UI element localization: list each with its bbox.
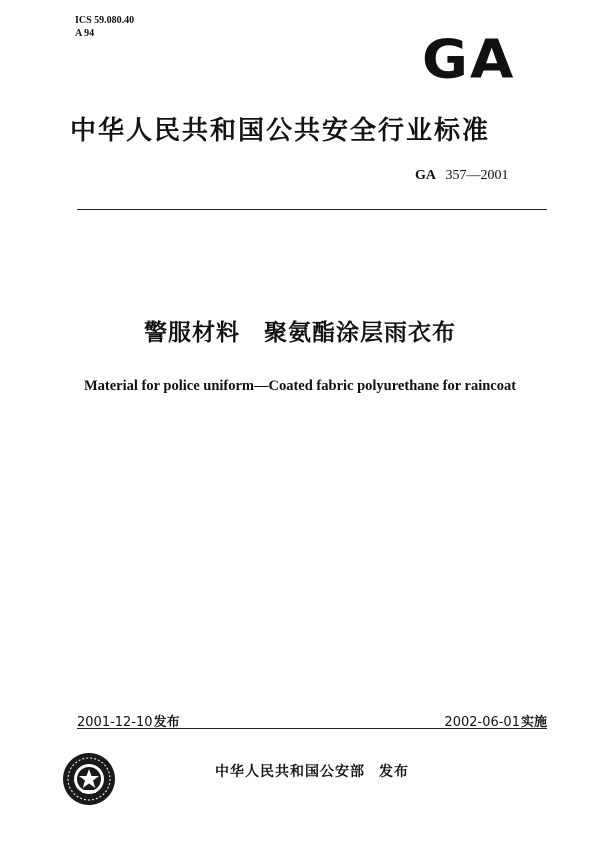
publisher-line	[215, 761, 409, 781]
standard-code-prefix: GA	[415, 168, 436, 183]
standard-code	[415, 168, 509, 184]
organization-title: 中华人民共和国公共安全行业标准	[70, 116, 491, 146]
issue-date: 2001-12-10	[77, 715, 153, 730]
publisher-name: 中华人民共和国公安部	[215, 764, 365, 780]
document-title-english: Material for police uniform—Coated fabric polyurethane for raincoat	[83, 378, 517, 394]
ministry-seal-icon	[62, 752, 116, 806]
ics-code: ICS 59.080.40	[75, 15, 135, 26]
implement-label: 实施	[520, 715, 547, 730]
implement-date: 2002-06-01	[444, 715, 520, 730]
document-title-chinese: 警服材料 聚氨酯涂层雨衣布	[144, 320, 456, 346]
classification-codes	[75, 14, 134, 40]
issue-label: 发布	[153, 715, 180, 730]
publish-verb: 发布	[379, 764, 409, 780]
ga-logo: GA	[422, 29, 516, 91]
bottom-divider	[77, 728, 547, 729]
standard-code-number: 357—2001	[445, 168, 509, 183]
ccs-code: A 94	[75, 28, 95, 39]
top-divider	[77, 209, 547, 210]
